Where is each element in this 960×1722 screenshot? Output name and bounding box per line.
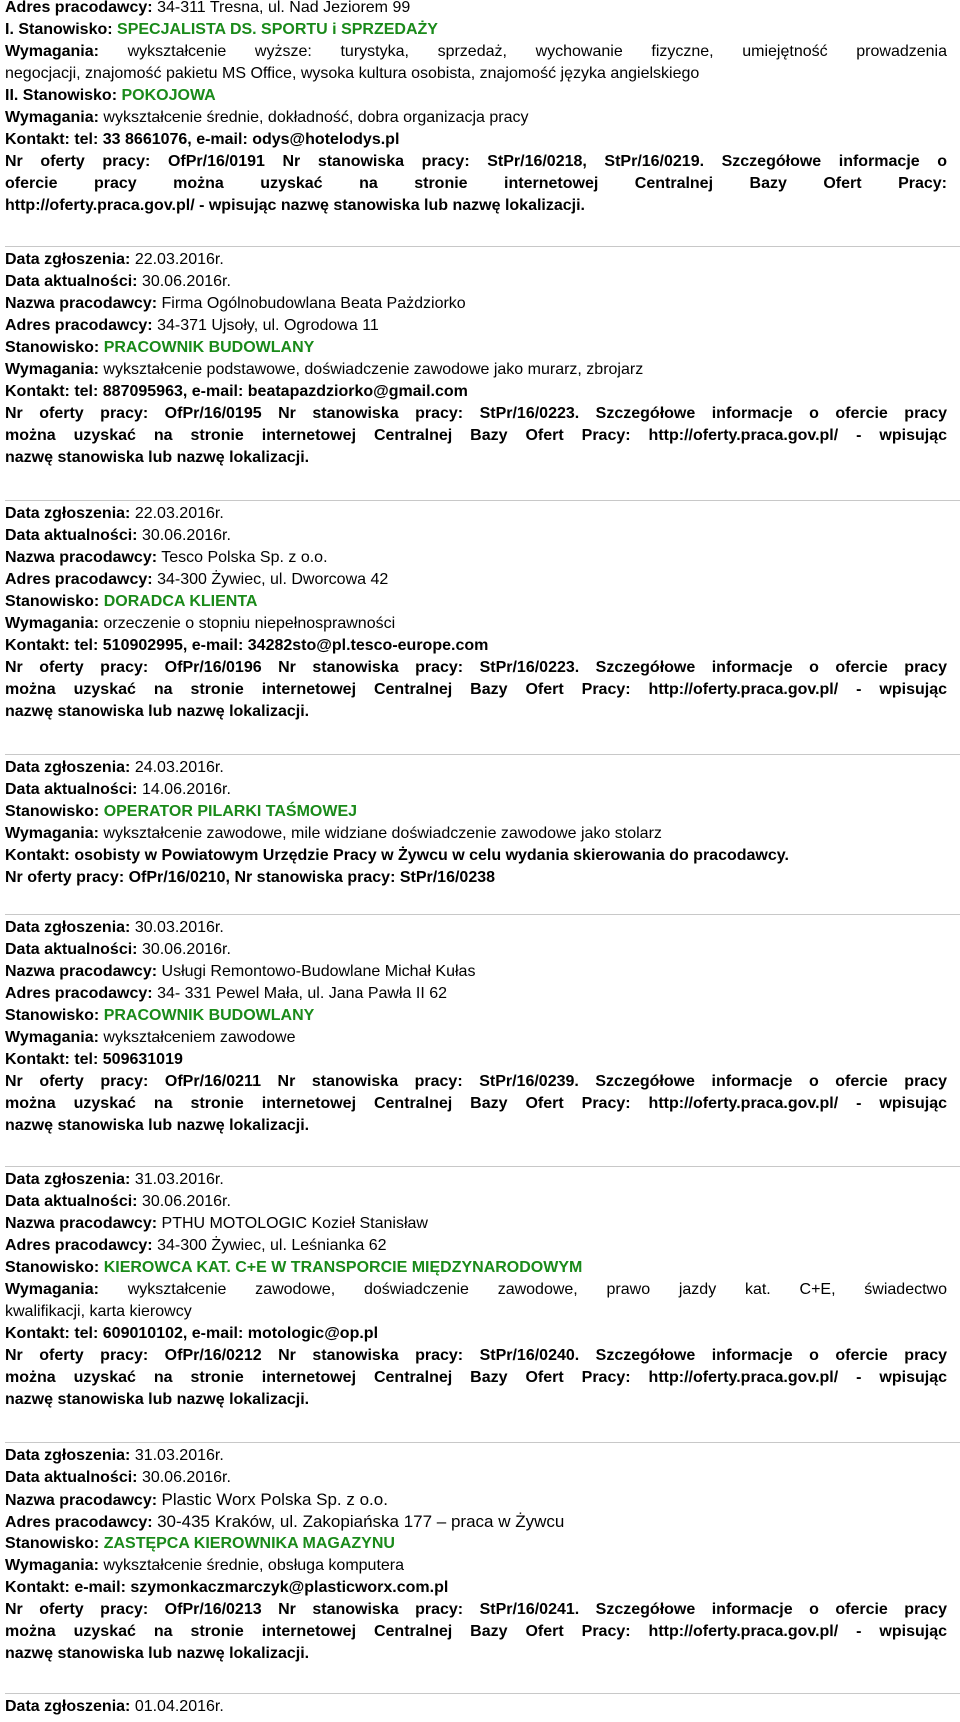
requirements-line [5, 614, 395, 634]
label: Nazwa pracodawcy: [5, 963, 158, 980]
label: Data zgłoszenia: [5, 919, 131, 936]
contact-line: Kontakt: tel: 510902995, e-mail: 34282sto@pl.tesco-europe.com [5, 637, 489, 654]
label: Nazwa pracodawcy: [5, 549, 158, 566]
value: 34-311 Tresna, ul. Nad Jeziorem 99 [157, 0, 411, 16]
value: 34- 331 Pewel Mała, ul. Jana Pawła II 62 [157, 985, 448, 1002]
label: Stanowisko: [5, 1535, 100, 1552]
contact-line: Kontakt: tel: 609010102, e-mail: motologic@op.pl [5, 1325, 379, 1342]
offer-line-3: nazwę stanowiska lub nazwę lokalizacji. [5, 703, 310, 720]
contact-line: Kontakt: e-mail: szymonkaczmarczyk@plasticworx.com.pl [5, 1579, 449, 1596]
validity-date-line [5, 1468, 231, 1488]
label: Data aktualności: [5, 1193, 138, 1210]
label: Stanowisko: [5, 339, 100, 356]
label: Adres pracodawcy: [5, 1237, 153, 1254]
validity-date-line [5, 780, 231, 800]
offer-line-1: Nr oferty pracy: OfPr/16/0191 Nr stanowiska pracy: StPr/16/0218, StPr/16/0219. Szczegółowe informacje o [5, 153, 947, 170]
label: Stanowisko: [5, 593, 100, 610]
value: PTHU MOTOLOGIC Kozieł Stanisław [161, 1215, 428, 1232]
section-divider [5, 246, 960, 247]
employer-name-line [5, 1214, 428, 1234]
offer-line-3: nazwę stanowiska lub nazwę lokalizacji. [5, 1117, 310, 1134]
position-title: SPECJALISTA DS. SPORTU i SPRZEDAŻY [117, 21, 438, 38]
value: 22.03.2016r. [134, 251, 224, 268]
position-line [5, 1534, 395, 1554]
label: Data aktualności: [5, 1469, 138, 1486]
label: Nazwa pracodawcy: [5, 295, 158, 312]
employer-name-line [5, 1490, 388, 1511]
label: Wymagania: [5, 1281, 99, 1298]
position-line [5, 1258, 582, 1278]
offer-line-1: Nr oferty pracy: OfPr/16/0196 Nr stanowiska pracy: StPr/16/0223. Szczegółowe informacje o ofercie pracy [5, 659, 947, 676]
requirements-line-2: kwalifikacji, karta kierowcy [5, 1303, 192, 1320]
value: 30.03.2016r. [134, 919, 224, 936]
position-title: PRACOWNIK BUDOWLANY [103, 1007, 315, 1024]
value: wykształcenie średnie, dokładność, dobra organizacja pracy [103, 109, 529, 126]
value: 31.03.2016r. [134, 1171, 224, 1188]
label: Data zgłoszenia: [5, 251, 131, 268]
label: Adres pracodawcy: [5, 985, 153, 1002]
value: 31.03.2016r. [134, 1447, 224, 1464]
label: Wymagania: [5, 615, 99, 632]
value: wykształcenie podstawowe, doświadczenie zawodowe jako murarz, zbrojarz [103, 361, 644, 378]
value: 30.06.2016r. [141, 1193, 231, 1210]
label: Adres pracodawcy: [5, 1514, 153, 1531]
value: Plastic Worx Polska Sp. z o.o. [161, 1490, 388, 1509]
section-divider [5, 500, 960, 501]
position-title: PRACOWNIK BUDOWLANY [103, 339, 315, 356]
label: Wymagania: [5, 43, 99, 60]
position-title: ZASTĘPCA KIEROWNIKA MAGAZYNU [103, 1535, 395, 1552]
value: wykształcenie wyższe: turystyka, sprzedaż, wychowanie fizyczne, umiejętność prowadzenia [127, 43, 947, 60]
value: Firma Ogólnobudowlana Beata Pażdziorko [161, 295, 466, 312]
submission-date-line [5, 1446, 224, 1466]
validity-date-line [5, 940, 231, 960]
position-title: KIEROWCA KAT. C+E W TRANSPORCIE MIĘDZYNARODOWYM [103, 1259, 583, 1276]
employer-address-line [5, 0, 410, 18]
value: 30-435 Kraków, ul. Zakopiańska 177 – praca w Żywcu [157, 1512, 565, 1531]
offer-line-1: Nr oferty pracy: OfPr/16/0212 Nr stanowiska pracy: StPr/16/0240. Szczegółowe informacje o ofercie pracy [5, 1347, 947, 1364]
label: Data zgłoszenia: [5, 759, 131, 776]
section-divider [5, 1693, 960, 1694]
value: 34-371 Ujsoły, ul. Ogrodowa 11 [157, 317, 379, 334]
position-line [5, 20, 438, 40]
section-divider [5, 914, 960, 915]
offer-line-3: nazwę stanowiska lub nazwę lokalizacji. [5, 1391, 310, 1408]
offer-line-2: można uzyskać na stronie internetowej Centralnej Bazy Ofert Pracy: http://oferty.praca.gov.pl/ - wpisując [5, 1369, 947, 1386]
value: orzeczenie o stopniu niepełnosprawności [103, 615, 396, 632]
contact-line: Kontakt: tel: 33 8661076, e-mail: odys@hotelodys.pl [5, 131, 400, 148]
value: 01.04.2016r. [134, 1698, 224, 1715]
label: Data zgłoszenia: [5, 1447, 131, 1464]
requirements-line-1 [5, 42, 947, 62]
employer-address-line [5, 570, 388, 590]
value: Usługi Remontowo-Budowlane Michał Kułas [161, 963, 476, 980]
label: Stanowisko: [5, 1259, 100, 1276]
section-divider [5, 1442, 960, 1443]
value: 14.06.2016r. [141, 781, 231, 798]
submission-date-line [5, 918, 224, 938]
position-title: POKOJOWA [121, 87, 216, 104]
offer-line-2: można uzyskać na stronie internetowej Centralnej Bazy Ofert Pracy: http://oferty.praca.gov.pl/ - wpisując [5, 1095, 947, 1112]
label: Nazwa pracodawcy: [5, 1215, 158, 1232]
label: Data aktualności: [5, 527, 138, 544]
value: 24.03.2016r. [134, 759, 224, 776]
employer-name-line [5, 548, 328, 568]
submission-date-line [5, 504, 224, 524]
validity-date-line [5, 272, 231, 292]
label: Wymagania: [5, 109, 99, 126]
label: Stanowisko: [18, 21, 113, 38]
requirements-line [5, 1556, 404, 1576]
contact-line: Kontakt: tel: 509631019 [5, 1051, 183, 1068]
value: 34-300 Żywiec, ul. Leśnianka 62 [157, 1237, 387, 1254]
label: Data zgłoszenia: [5, 1171, 131, 1188]
label: Wymagania: [5, 1557, 99, 1574]
value: 30.06.2016r. [141, 1469, 231, 1486]
label: Data aktualności: [5, 781, 138, 798]
offer-line-3: nazwę stanowiska lub nazwę lokalizacji. [5, 1645, 310, 1662]
roman-numeral: II. [5, 87, 19, 104]
employer-name-line [5, 962, 475, 982]
label: Data aktualności: [5, 273, 138, 290]
value: wykształcenie średnie, obsługa komputera [103, 1557, 405, 1574]
offer-line-3: http://oferty.praca.gov.pl/ - wpisując nazwę stanowiska lub nazwę lokalizacji. [5, 197, 585, 214]
requirements-line-1 [5, 1280, 947, 1300]
label: Wymagania: [5, 361, 99, 378]
value: 30.06.2016r. [141, 527, 231, 544]
validity-date-line [5, 526, 231, 546]
offer-line-3: nazwę stanowiska lub nazwę lokalizacji. [5, 449, 310, 466]
section-divider [5, 1166, 960, 1167]
position-title: OPERATOR PILARKI TAŚMOWEJ [103, 803, 358, 820]
position-title: DORADCA KLIENTA [103, 593, 258, 610]
requirements-line [5, 1028, 295, 1048]
value: wykształcenie zawodowe, mile widziane doświadczenie zawodowe jako stolarz [103, 825, 662, 842]
roman-numeral: I. [5, 21, 14, 38]
employer-address-line [5, 316, 379, 336]
position-line [5, 802, 357, 822]
validity-date-line [5, 1192, 231, 1212]
employer-name-line [5, 294, 466, 314]
offer-line-1: Nr oferty pracy: OfPr/16/0211 Nr stanowiska pracy: StPr/16/0239. Szczegółowe informacje o ofercie pracy [5, 1073, 947, 1090]
value: wykształceniem zawodowe [103, 1029, 296, 1046]
value: wykształcenie zawodowe, doświadczenie zawodowe, prawo jazdy kat. C+E, świadectwo [127, 1281, 947, 1298]
label: Stanowisko: [22, 87, 118, 104]
label: Data zgłoszenia: [5, 505, 131, 522]
offer-line-2: ofercie pracy można uzyskać na stronie internetowej Centralnej Bazy Ofert Pracy: [5, 175, 947, 192]
label: Wymagania: [5, 825, 99, 842]
contact-line: Kontakt: tel: 887095963, e-mail: beatapazdziorko@gmail.com [5, 383, 468, 400]
label: Adres pracodawcy: [5, 0, 153, 16]
position-line [5, 338, 314, 358]
label: Stanowisko: [5, 803, 100, 820]
position-line [5, 592, 257, 612]
offer-line-1: Nr oferty pracy: OfPr/16/0213 Nr stanowiska pracy: StPr/16/0241. Szczegółowe informacje o ofercie pracy [5, 1601, 947, 1618]
label: Adres pracodawcy: [5, 571, 153, 588]
requirements-line [5, 108, 529, 128]
value: 30.06.2016r. [141, 273, 231, 290]
label: Data aktualności: [5, 941, 138, 958]
label: Nazwa pracodawcy: [5, 1492, 158, 1509]
label: Data zgłoszenia: [5, 1698, 131, 1715]
submission-date-line [5, 1697, 224, 1717]
offer-line-1: Nr oferty pracy: OfPr/16/0210, Nr stanowiska pracy: StPr/16/0238 [5, 869, 496, 886]
offer-line-2: można uzyskać na stronie internetowej Centralnej Bazy Ofert Pracy: http://oferty.praca.gov.pl/ - wpisując [5, 427, 947, 444]
value: 34-300 Żywiec, ul. Dworcowa 42 [157, 571, 389, 588]
position-line [5, 86, 216, 106]
label: Adres pracodawcy: [5, 317, 153, 334]
label: Wymagania: [5, 1029, 99, 1046]
contact-line: Kontakt: osobisty w Powiatowym Urzędzie Pracy w Żywcu w celu wydania skierowania do pracodawcy. [5, 847, 789, 864]
section-divider [5, 754, 960, 755]
submission-date-line [5, 758, 224, 778]
offer-line-2: można uzyskać na stronie internetowej Centralnej Bazy Ofert Pracy: http://oferty.praca.gov.pl/ - wpisując [5, 681, 947, 698]
requirements-line-2: negocjacji, znajomość pakietu MS Office, wysoka kultura osobista, znajomość języka angielskiego [5, 65, 700, 82]
employer-address-line [5, 1236, 387, 1256]
employer-address-line [5, 1512, 564, 1533]
value: 30.06.2016r. [141, 941, 231, 958]
value: Tesco Polska Sp. z o.o. [161, 549, 328, 566]
submission-date-line [5, 250, 224, 270]
value: 22.03.2016r. [134, 505, 224, 522]
requirements-line [5, 824, 662, 844]
requirements-line [5, 360, 643, 380]
submission-date-line [5, 1170, 224, 1190]
offer-line-2: można uzyskać na stronie internetowej Centralnej Bazy Ofert Pracy: http://oferty.praca.gov.pl/ - wpisując [5, 1623, 947, 1640]
label: Stanowisko: [5, 1007, 100, 1024]
position-line [5, 1006, 314, 1026]
employer-address-line [5, 984, 447, 1004]
offer-line-1: Nr oferty pracy: OfPr/16/0195 Nr stanowiska pracy: StPr/16/0223. Szczegółowe informacje o ofercie pracy [5, 405, 947, 422]
